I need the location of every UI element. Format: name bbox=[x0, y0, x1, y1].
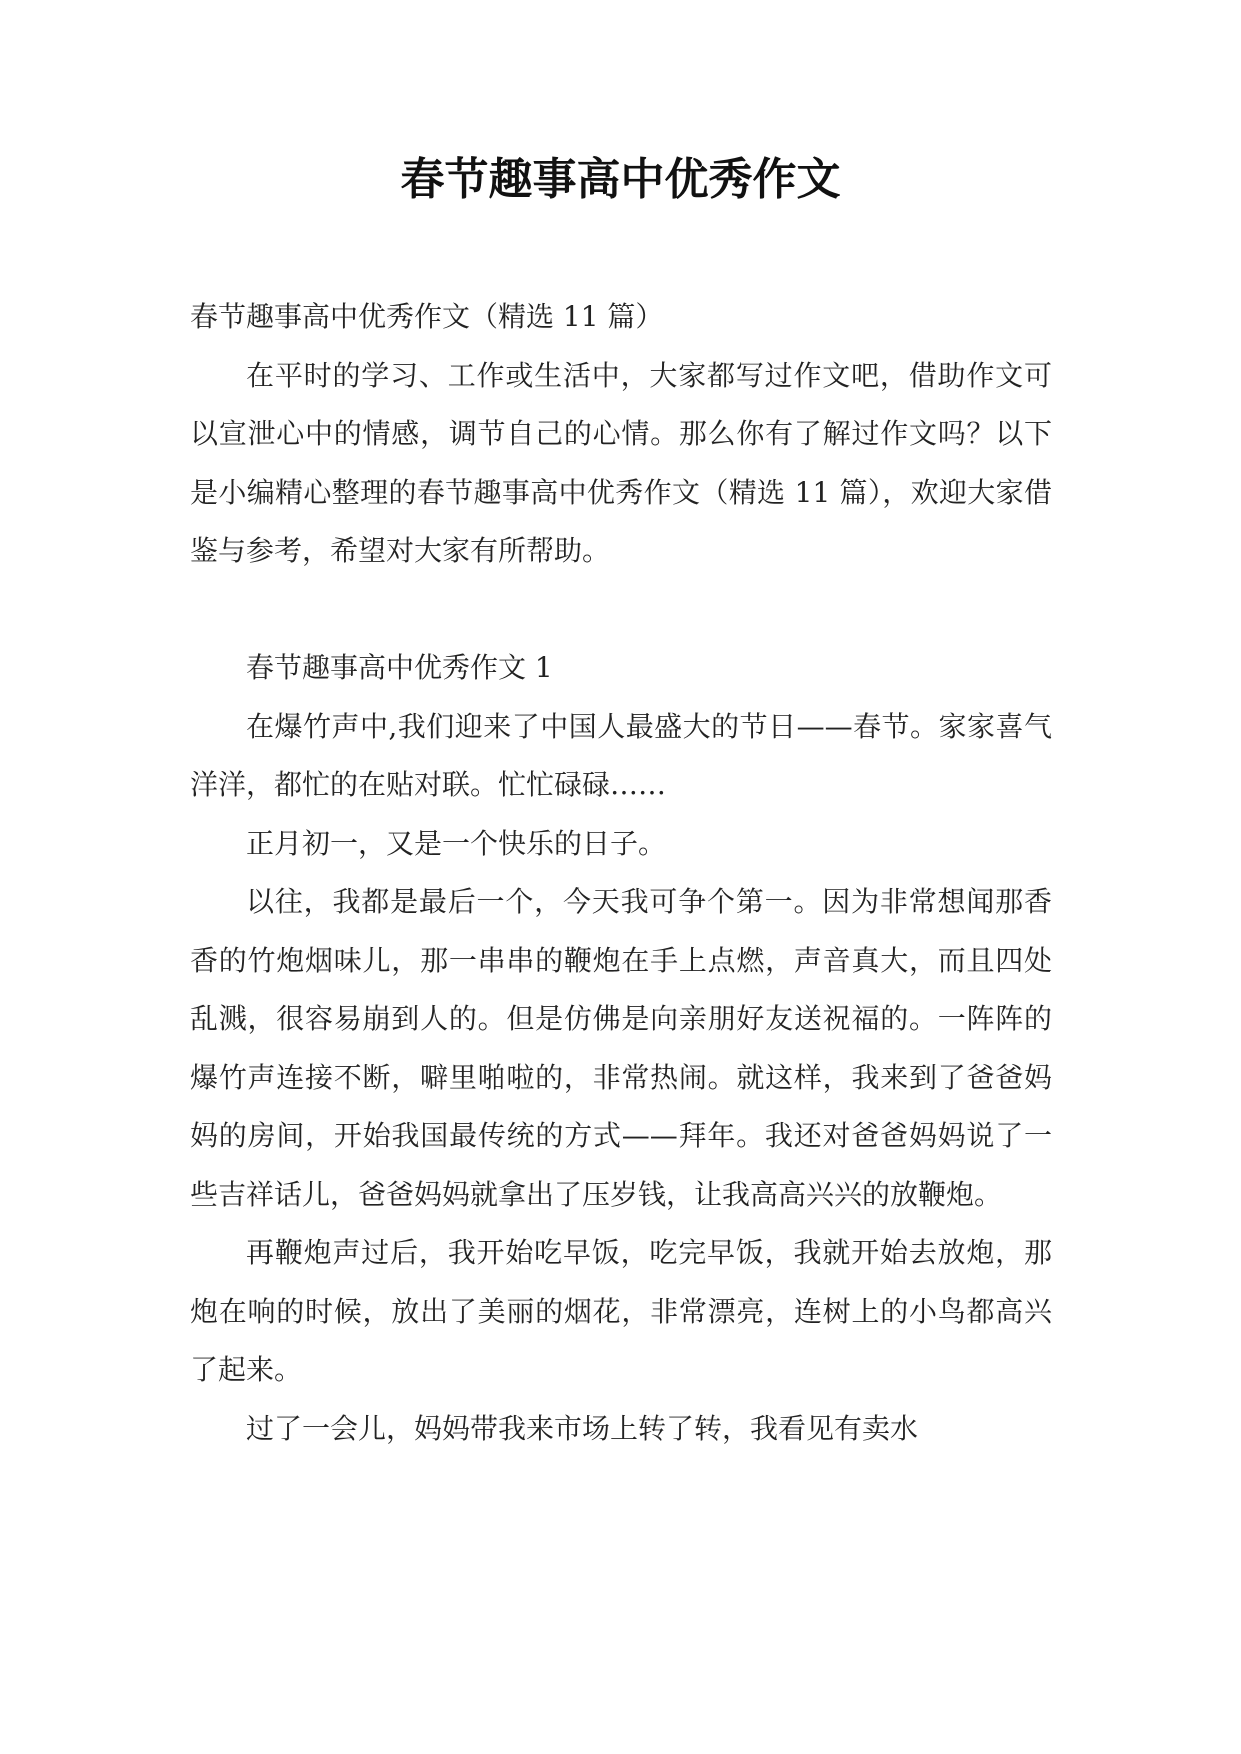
paragraph-spacer bbox=[190, 581, 1052, 640]
section-heading: 春节趣事高中优秀作文 1 bbox=[246, 651, 553, 684]
document-subtitle: 春节趣事高中优秀作文（精选 11 篇） bbox=[190, 300, 664, 333]
essay-paragraph: 再鞭炮声过后，我开始吃早饭，吃完早饭，我就开始去放炮，那炮在响的时候，放出了美丽的烟花，非常漂亮，连树上的小鸟都高兴了起来。 bbox=[190, 1236, 1052, 1386]
document-body bbox=[190, 288, 1052, 1458]
intro-paragraph: 在平时的学习、工作或生活中，大家都写过作文吧，借助作文可以宣泄心中的情感，调节自己的心情。那么你有了解过作文吗？以下是小编精心整理的春节趣事高中优秀作文（精选 11 篇），欢迎大家借鉴与参考，希望对大家有所帮助。 bbox=[190, 358, 1052, 567]
document-title: 春节趣事高中优秀作文 bbox=[400, 154, 841, 205]
essay-paragraph: 在爆竹声中,我们迎来了中国人最盛大的节日——春节。家家喜气洋洋，都忙的在贴对联。忙忙碌碌…… bbox=[190, 709, 1052, 801]
essay-paragraph: 过了一会儿，妈妈带我来市场上转了转，我看见有卖水 bbox=[246, 1411, 919, 1445]
essay-paragraph: 以往，我都是最后一个，今天我可争个第一。因为非常想闻那香香的竹炮烟味儿，那一串串的鞭炮在手上点燃，声音真大，而且四处乱溅，很容易崩到人的。但是仿佛是向亲朋好友送祝福的。一阵阵的爆竹声连接不断，噼里啪啦的，非常热闹。就这样，我来到了爸爸妈妈的房间，开始我国最传统的方式——拜年。我还对爸爸妈妈说了一些吉祥话儿，爸爸妈妈就拿出了压岁钱，让我高高兴兴的放鞭炮。 bbox=[190, 885, 1052, 1211]
essay-paragraph: 正月初一，又是一个快乐的日子。 bbox=[246, 826, 667, 860]
